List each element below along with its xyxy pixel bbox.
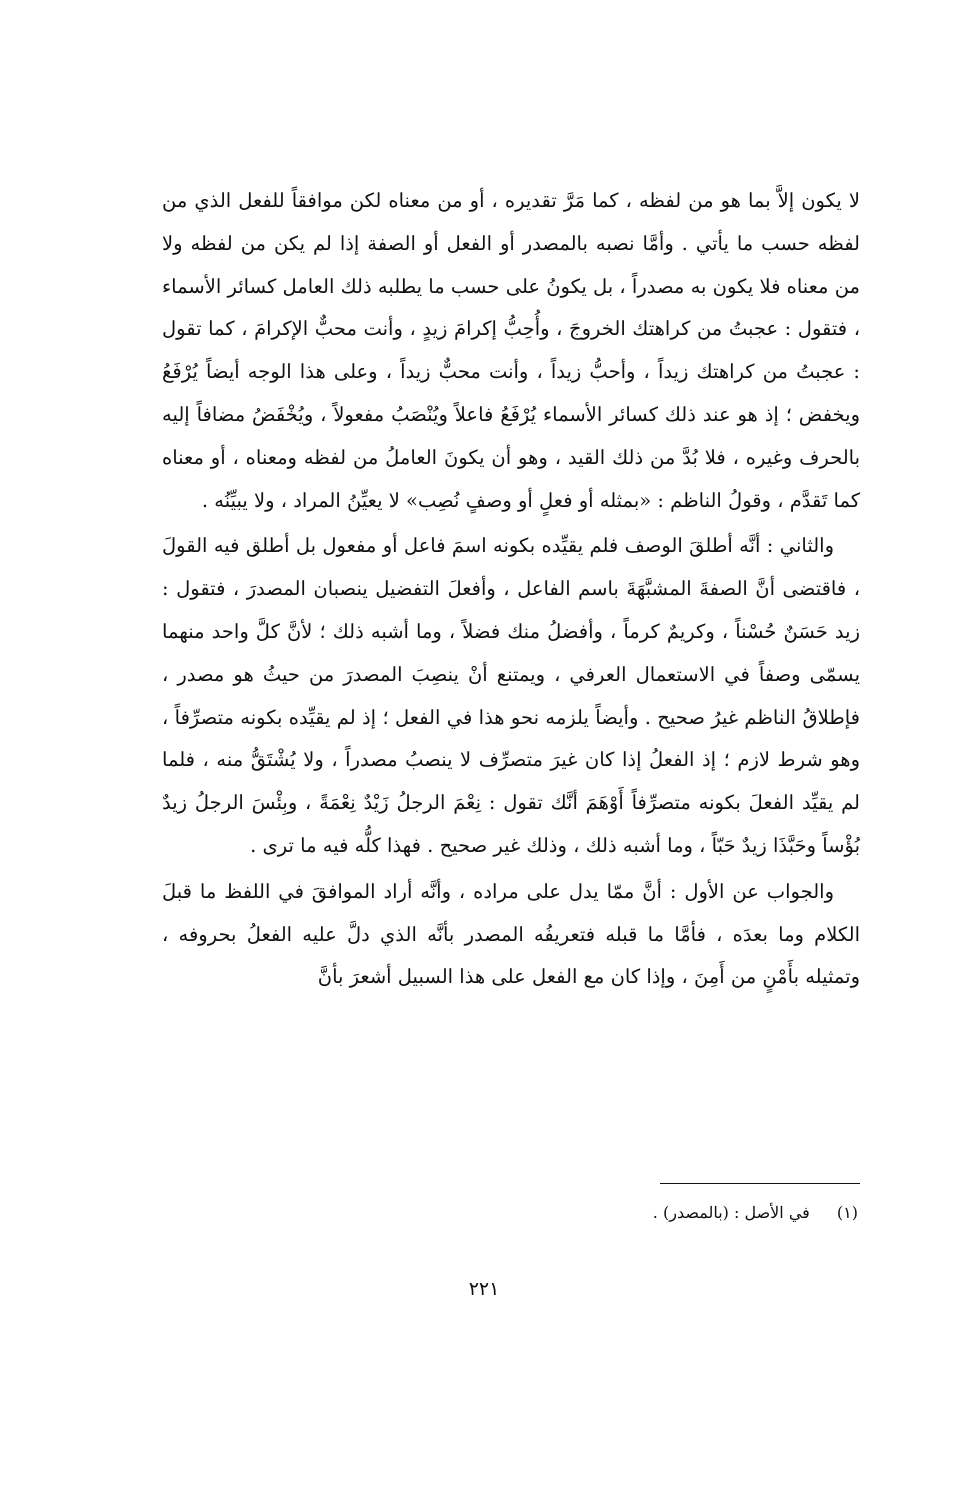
footnote-separator bbox=[660, 1183, 860, 1184]
page-number: ٢٢١ bbox=[468, 1278, 500, 1300]
footnote bbox=[653, 1200, 858, 1226]
footnote-marker: (١) bbox=[836, 1203, 858, 1222]
paragraph-2: والثاني : أنَّه أطلقَ الوصف فلم يقيِّده بكونه اسمَ فاعل أو مفعول بل أطلق فيه القولَ ، فاقتضى أنَّ الصفةَ المشبَّهَةَ باسم الفاعل ، وأفعلَ التفضيل ينصبان المصدرَ ، فتقول : زيد حَسَنٌ حُسْناً ، وكريمٌ كرماً ، وأفضلُ منك فضلاً ، وما أشبه ذلك ؛ لأنَّ كلَّ واحد منهما يسمّى وصفاً في الاستعمال العرفي ، ويمتنع أنْ ينصِبَ المصدرَ من حيثُ هو مصدر ، فإطلاقُ الناظم غيرُ صحيح . وأيضاً يلزمه نحو هذا في الفعل ؛ إذ لم يقيِّده بكونه متصرِّفاً ، وهو شرط لازم ؛ إذ الفعلُ إذا كان غيرَ متصرِّف لا ينصبُ مصدراً ، ولا يُشْتَقُّ منه ، فلما لم يقيِّد الفعلَ بكونه متصرِّفاً أَوْهَمَ أنَّك تقول : نِعْمَ الرجلُ زَيْدٌ نِعْمَةً ، وبِئْسَ الرجلُ زيدٌ بُؤْساً وحَبَّذَا زيدٌ حَبّاً ، وما أشبه ذلك ، وذلك غير صحيح . فهذا كلُّه فيه ما ترى . bbox=[162, 534, 860, 857]
paragraph-1: لا يكون إلاَّ بما هو من لفظه ، كما مَرَّ تقديره ، أو من معناه لكن موافقاً للفعل الذي من لفظه حسب ما يأتي . وأمَّا نصبه بالمصدر أو الفعل أو الصفة إذا لم يكن من لفظه ولا من معناه فلا يكون به مصدراً ، بل يكونُ على حسب ما يطلبه ذلك العامل كسائر الأسماء ، فتقول : عجبتُ من كراهتك الخروجَ ، وأُحِبُّ إكرامَ زيدٍ ، وأنت محبٌّ الإكرامَ ، كما تقول : عجبتُ من كراهتك زيداً ، وأحبُّ زيداً ، وأنت محبٌّ زيداً ، وعلى هذا الوجه أيضاً يُرْفَعُ ويخفض ؛ إذ هو عند ذلك كسائر الأسماء يُرْفَعُ فاعلاً ويُنْصَبُ مفعولاً ، ويُخْفَضُ مضافاً إليه بالحرف وغيره ، فلا بُدَّ من ذلك القيد ، وهو أن يكونَ العاملُ من لفظه ومعناه ، أو معناه كما تَقدَّم ، وقولُ الناظم : «بمثله أو فعلٍ أو وصفٍ نُصِب» لا يعيِّنُ المراد ، ولا يبيِّنُه . bbox=[162, 189, 860, 512]
paragraph-3: والجواب عن الأول : أنَّ ممّا يدل على مراده ، وأنَّه أراد الموافقَ في اللفظ ما قبلَ الكلام وما بعدَه ، فأمَّا ما قبله فتعريفُه المصدر بأنَّه الذي دلَّ عليه الفعلُ بحروفه ، وتمثيله بأَمْنٍ من أَمِنَ ، وإذا كان مع الفعل على هذا السبيل أشعرَ بأنَّ bbox=[162, 879, 860, 989]
main-text bbox=[162, 180, 860, 999]
footnote-text: في الأصل : (بالمصدر) . bbox=[652, 1203, 810, 1222]
